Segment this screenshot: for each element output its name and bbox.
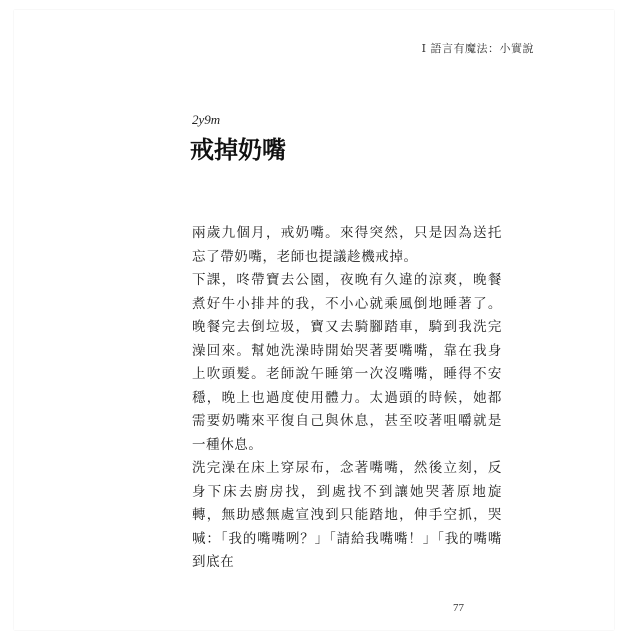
running-head: I 語言有魔法：小實說 <box>421 42 534 55</box>
book-page <box>14 10 614 630</box>
chapter-title: 戒掉奶嘴 <box>190 135 286 164</box>
paragraph-1: 兩歲九個月，戒奶嘴。來得突然，只是因為送托忘了帶奶嘴，老師也提議趁機戒掉。 <box>192 225 502 265</box>
paragraph-3: 洗完澡在床上穿尿布，念著嘴嘴，然後立刻，反身下床去廚房找，到處找不到讓她哭著原地旋轉，無助感無處宣洩到只能踏地，伸手空抓，哭喊：「我的嘴嘴咧？」「請給我嘴嘴！」「我的嘴嘴到底在 <box>192 460 502 570</box>
body-text <box>192 222 502 575</box>
page-number: 77 <box>453 602 464 614</box>
paragraph-2: 下課，咚帶寶去公園，夜晚有久違的涼爽，晚餐煮好牛小排丼的我，不小心就乘風倒地睡著了。晚餐完去倒垃圾，寶又去騎腳踏車，騎到我洗完澡回來。幫她洗澡時開始哭著要嘴嘴，靠在我身上吹頭髮。老師說午睡第一次沒嘴嘴，睡得不安穩，晚上也過度使用體力。太過頭的時候，她都需要奶嘴來平復自己與休息，甚至咬著咀嚼就是一種休息。 <box>192 272 502 453</box>
chapter-label: 2y9m <box>192 112 221 127</box>
